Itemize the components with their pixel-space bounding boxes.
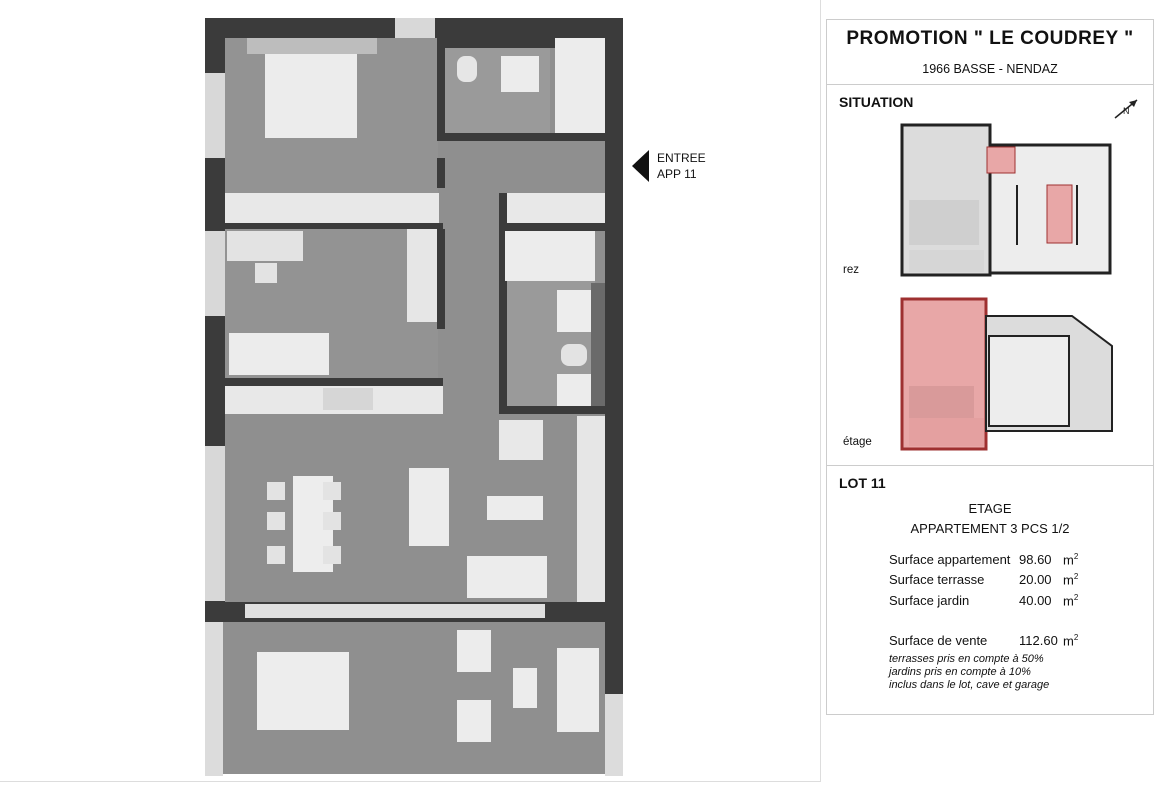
project-location: 1966 BASSE - NENDAZ bbox=[922, 62, 1058, 76]
divider bbox=[827, 84, 1153, 85]
note-line: inclus dans le lot, cave et garage bbox=[889, 679, 1050, 691]
info-panel bbox=[826, 19, 1154, 715]
surface-unit: m bbox=[1063, 593, 1074, 609]
sale-surface-row: Surface de vente 112.60 $m^2$ bbox=[889, 633, 1079, 649]
sale-value: 112.60 bbox=[1019, 633, 1058, 649]
entry-apartment-label: APP 11 bbox=[657, 167, 697, 181]
divider bbox=[827, 465, 1153, 466]
surface-unit: m bbox=[1063, 552, 1074, 568]
floor-plan bbox=[205, 18, 625, 776]
project-title: PROMOTION " LE COUDREY " bbox=[846, 28, 1134, 49]
sale-label: Surface de vente bbox=[889, 633, 988, 649]
sale-unit: m bbox=[1063, 633, 1074, 649]
entry-label: ENTREE bbox=[657, 151, 706, 165]
notes bbox=[889, 653, 1049, 692]
situation-heading: SITUATION bbox=[839, 94, 914, 110]
surface-label: Surface appartement bbox=[889, 552, 1011, 568]
surface-unit: m bbox=[1063, 572, 1074, 588]
lot-type: APPARTEMENT 3 PCS 1/2 bbox=[910, 521, 1070, 536]
bed bbox=[265, 40, 357, 138]
svg-text:N: N bbox=[1123, 106, 1130, 116]
surface-value: 98.60 bbox=[1019, 552, 1052, 568]
situation-plan-rez bbox=[897, 120, 1147, 280]
entry-arrow-icon bbox=[632, 150, 649, 182]
surface-value: 40.00 bbox=[1019, 593, 1052, 609]
lot-floor: ETAGE bbox=[968, 501, 1012, 516]
surface-row: Surface terrasse 20.00 $m^2$ bbox=[889, 572, 1079, 588]
lot-heading: LOT 11 bbox=[839, 475, 886, 491]
note-line: jardins pris en compte à 10% bbox=[889, 666, 1031, 678]
surface-label: Surface terrasse bbox=[889, 572, 985, 588]
surface-label: Surface jardin bbox=[889, 593, 970, 609]
etage-label: étage bbox=[843, 436, 872, 448]
surface-value: 20.00 bbox=[1019, 572, 1052, 588]
surface-row: Surface jardin 40.00 $m^2$ bbox=[889, 593, 1079, 609]
rez-label: rez bbox=[843, 264, 859, 276]
surface-row: Surface appartement 98.60 $m^2$ bbox=[889, 552, 1079, 568]
situation-plan-etage bbox=[897, 296, 1147, 456]
note-line: terrasses pris en compte à 50% bbox=[889, 653, 1044, 665]
